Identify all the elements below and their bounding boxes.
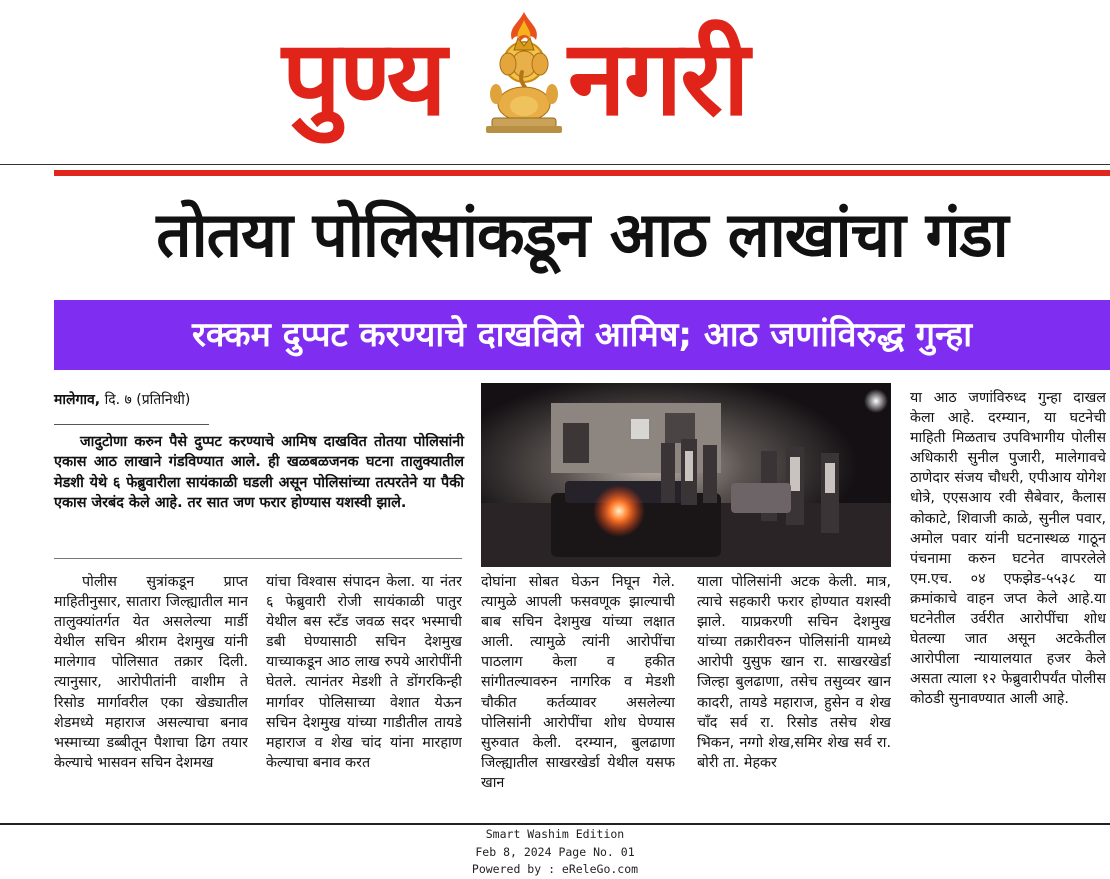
dateline [54,390,464,410]
news-photo [481,383,891,567]
article-subheadline: रक्कम दुप्पट करण्याचे दाखविले आमिष; आठ जणांविरुद्ध गुन्हा [191,315,973,355]
article-column-2: यांचा विश्वास संपादन केला. या नंतर ६ फेब्रुवारी रोजी सायंकाळी पातुर येथील बस स्टँड जवळ सदर भस्माची डबी घेण्यासाठी सचिन देशमुख याच्याकडून आठ लाख रुपये आरोपींनी घेतले. त्यानंतर मेडशी ते डोंगरकिन्ही मार्गावर पोलिसाच्या वेशात येऊन सचिन देशमुख यांच्या गाडीतील तायडे महाराज व शेख चांद यांना मारहाण केल्याचा बनाव करत [266,574,462,771]
headline-rule [54,170,1110,176]
ganesha-emblem-icon [478,10,570,135]
footer-rule [0,823,1110,825]
subheadline-bar [54,300,1110,370]
article-column-1: पोलीस सुत्रांकडून प्राप्त माहितीनुसार, सातारा जिल्ह्यातील मान तालुक्यांतर्गत येत असलेल्या मार्डी येथील सचिन श्रीराम देशमुख यांनी मालेगाव पोलिसात तक्रार दिली. त्यानुसार, आरोपीतांनी वाशीम ते रिसोड मार्गावरील एका खेड्यातील शेडमध्ये महाराज असल्याचा बनाव भस्माच्या डब्बीतून पैशाचा ढिग तयार केल्याचे भासवन सचिन देशमख [54,574,248,771]
dateline-place: मालेगाव, [54,392,101,408]
article-column-3: दोघांना सोबत घेऊन निघून गेले. त्यामुळे आपली फसवणूक झाल्याची बाब सचिन देशमुख यांच्या लक्षात आली. त्यामुळे त्यांनी आरोपींचा पाठलाग केला व हकीत सांगीतल्यावरुन नागरिक व मेडशी चौकीत कर्तव्यावर असलेल्या पोलिसांनी आरोपींचा शोध घेण्यास सुरुवात केली. दरम्यान, बुलढाणा जिल्ह्यातील साखरखेर्डा येथील यसफ खान [481,574,675,791]
edition-footer [0,826,1110,879]
masthead-title-right: नगरी [568,17,748,139]
article-headline: तोतया पोलिसांकडून आठ लाखांचा गंडा [156,198,1008,271]
article-intro: जादुटोणा करुन पैसे दुप्पट करण्याचे आमिष दाखवित तोतया पोलिसांनी एकास आठ लाखाने गंडविण्यात आले. ही खळबळजनक घटना तालुक्यातील मेडशी येथे ६ फेब्रुवारीला सायंकाळी घडली असून पोलिसांच्या तत्परतेने या पैकी एकास जेरबंद केले आहे. तर सात जण फरार होण्यास यशस्वी झाले. [54,434,464,512]
intro-rule [54,558,462,559]
masthead-divider [0,164,1110,165]
dateline-date: दि. ७ (प्रतिनिधी) [104,392,191,408]
article-column-5: या आठ जणांविरुध्द गुन्हा दाखल केला आहे. दरम्यान, या घटनेची माहिती मिळताच उपविभागीय पोलीस अधिकारी सुनील पुजारी, मालेगावचे ठाणेदार संजय चौधरी, एपीआय योगेश धोत्रे, एएसआय रवी सैबेवार, कैलास कोकाटे, शिवाजी काळे, सुनील पवार, अमोल पवार यांनी घटनास्थळ गाठून पंचनामा करुन घटनेत वापरलेले एम.एच. ०४ एफझेड-५५३८ या क्रमांकाचे वाहन जप्त केले आहे.या घटनेतील उर्वरीत आरोपींचा शोध घेतल्या जात असून अटकेतील आरोपीला न्यायालयात हजर केले असता त्याला १२ फेब्रुवारीपर्यंत पोलीस कोठडी सुनावण्यात आली आहे. [910,390,1106,708]
masthead [0,0,1110,160]
masthead-title-left: पुण्य [282,17,445,139]
dateline-rule [54,424,209,425]
footer-powered-by: Powered by : eReleGo.com [471,862,639,876]
footer-date-page: Feb 8, 2024 Page No. 01 [475,844,635,859]
footer-edition: Smart Washim Edition [485,827,625,841]
article-column-4: याला पोलिसांनी अटक केली. मात्र, त्याचे सहकारी फरार होण्यात यशस्वी झाले. याप्रकरणी सचिन देशमुख यांच्या तक्रारीवरुन पोलिसांनी यामध्ये आरोपी युसुफ खान रा. साखरखेर्डा जिल्हा बुलढाणा, तसेच तसुव्वर खान कादरी, तायडे महाराज, हुसेन व शेख चाँद सर्व रा. रिसोड तसेच शेख भिकन, नग्गो शेख,समिर शेख सर्व रा. बोरी ता. मेहकर [697,574,891,771]
